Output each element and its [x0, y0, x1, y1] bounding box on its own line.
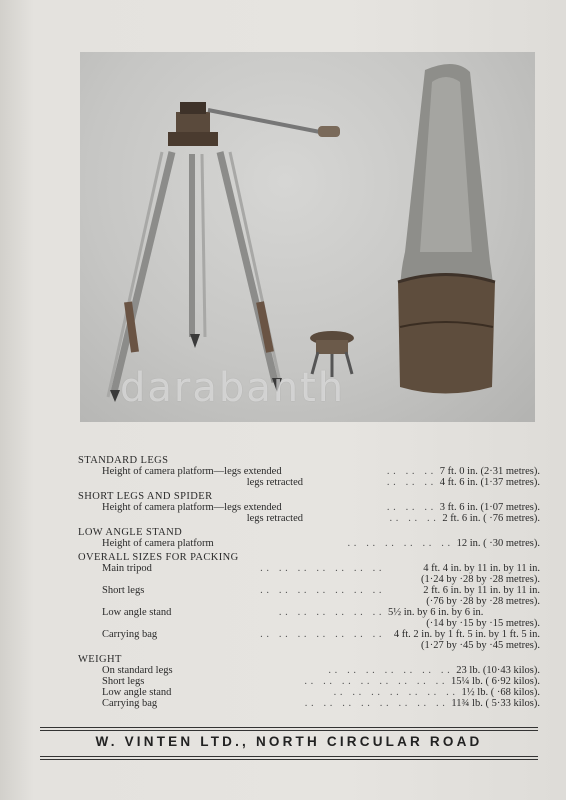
footer-rule-bottom — [40, 756, 538, 757]
spec-row: Low angle stand . . . . . . . . . . . . . . 1½ lb. ( ·68 kilos). — [78, 687, 540, 698]
spec-label: Low angle stand — [102, 607, 172, 618]
spec-value: 1½ lb. ( ·68 kilos). — [461, 687, 540, 698]
carrying-bag-illustration — [398, 64, 495, 394]
section-heading: STANDARD LEGS — [78, 455, 169, 466]
spec-value: 2 ft. 6 in. ( ·76 metres). — [442, 513, 540, 524]
spec-row: Short legs . . . . . . . . . . . . . . 2 ft. 6 in. by 11 in. by 11 in. (·76 by ·28 by ·28 metres). — [78, 585, 540, 607]
spec-label: Height of camera platform—legs extended — [102, 502, 282, 513]
spec-label: Main tripod — [102, 563, 152, 574]
section-heading: LOW ANGLE STAND — [78, 527, 183, 538]
spec-label: Height of camera platform—legs extended — [102, 466, 282, 477]
section-heading: SHORT LEGS AND SPIDER — [78, 491, 213, 502]
spec-label: Carrying bag — [102, 629, 158, 640]
section-heading: OVERALL SIZES FOR PACKING — [78, 552, 239, 563]
spec-value: 2 ft. 6 in. by 11 in. by 11 in. — [423, 585, 540, 596]
spec-value: 4 ft. 4 in. by 11 in. by 11 in. — [423, 563, 540, 574]
spec-label: Short legs — [102, 585, 145, 596]
spec-value: (·76 by ·28 by ·28 metres). — [426, 596, 540, 607]
specification-list — [78, 455, 540, 709]
spec-value: 23 lb. (10·43 kilos). — [456, 665, 540, 676]
footer-rule-top-inner — [40, 730, 538, 731]
spec-row: Carrying bag . . . . . . . . . . . . . . 4 ft. 2 in. by 1 ft. 5 in. by 1 ft. 5 in. (1·27 by ·45 by ·45 metres). — [78, 629, 540, 651]
section-heading: WEIGHT — [78, 654, 122, 665]
spec-value: (·14 by ·15 by ·15 metres). — [426, 618, 540, 629]
spec-value: 4 ft. 2 in. by 1 ft. 5 in. by 1 ft. 5 in. — [393, 629, 540, 640]
watermark: darabanth — [120, 365, 346, 411]
spec-label: Short legs — [102, 676, 145, 687]
spec-label: legs retracted — [246, 477, 303, 488]
spec-row: Short legs . . . . . . . . . . . . . . . . 15¼ lb. ( 6·92 kilos). — [78, 676, 540, 687]
spec-value: (1·27 by ·45 by ·45 metres). — [421, 640, 540, 651]
spec-row: Low angle stand . . . . . . . . . . . . 5½ in. by 6 in. by 6 in. (·14 by ·15 by ·15 metres). — [78, 607, 540, 629]
spec-value: 5½ in. by 6 in. by 6 in. — [388, 607, 484, 618]
footer-rule-bottom-inner — [40, 759, 538, 760]
spec-value: 4 ft. 6 in. (1·37 metres). — [439, 477, 540, 488]
spec-row: legs retracted . . . . . . 2 ft. 6 in. ( ·76 metres). — [78, 513, 540, 524]
spec-row: Carrying bag . . . . . . . . . . . . . . . . 11¾ lb. ( 5·33 kilos). — [78, 698, 540, 709]
spec-label: Height of camera platform — [102, 538, 214, 549]
spec-row: Height of camera platform . . . . . . . . . . . . 12 in. ( ·30 metres). — [78, 538, 540, 549]
tripod-illustration — [108, 102, 340, 402]
spec-label: Low angle stand — [102, 687, 172, 698]
spec-label: On standard legs — [102, 665, 173, 676]
footer-company-address: W. VINTEN LTD., NORTH CIRCULAR ROAD — [95, 734, 483, 749]
spec-value: 7 ft. 0 in. (2·31 metres). — [439, 466, 540, 477]
spec-row: Height of camera platform—legs extended . . . . . . 7 ft. 0 in. (2·31 metres). — [78, 466, 540, 477]
spec-value: 15¼ lb. ( 6·92 kilos). — [451, 676, 540, 687]
spec-value: (1·24 by ·28 by ·28 metres). — [421, 574, 540, 585]
spec-row: Main tripod . . . . . . . . . . . . . . 4 ft. 4 in. by 11 in. by 11 in. (1·24 by ·28 by ·28 metres). — [78, 563, 540, 585]
spec-label: Carrying bag — [102, 698, 158, 709]
spec-value: 3 ft. 6 in. (1·07 metres). — [439, 502, 540, 513]
spec-row: legs retracted . . . . . . 4 ft. 6 in. (1·37 metres). — [78, 477, 540, 488]
spec-label: legs retracted — [246, 513, 303, 524]
spec-row: Height of camera platform—legs extended . . . . . . 3 ft. 6 in. (1·07 metres). — [78, 502, 540, 513]
spec-value: 11¾ lb. ( 5·33 kilos). — [451, 698, 540, 709]
spec-row: On standard legs . . . . . . . . . . . . . . 23 lb. (10·43 kilos). — [78, 665, 540, 676]
spec-value: 12 in. ( ·30 metres). — [456, 538, 540, 549]
footer-rule-top — [40, 727, 538, 728]
